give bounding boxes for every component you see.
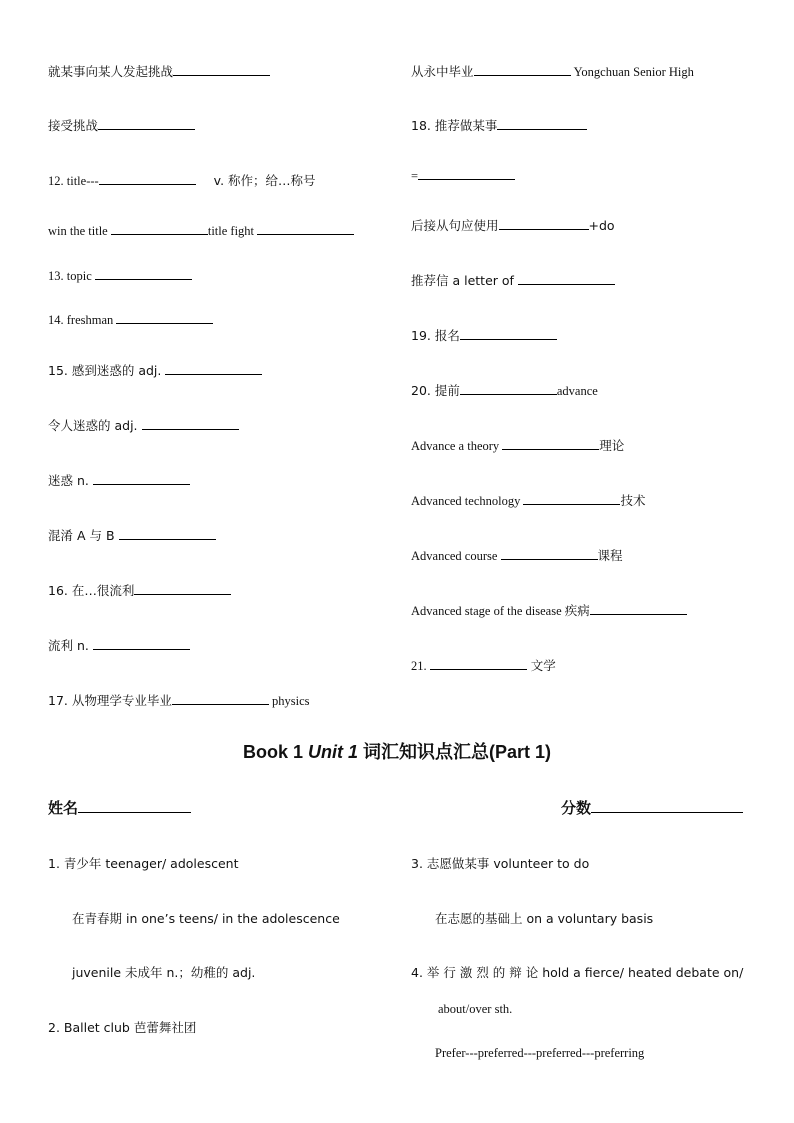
answer-blank[interactable]: [430, 656, 527, 670]
vocab-line: 令人迷惑的 adj.: [48, 416, 239, 434]
vocab-line: 13. topic: [48, 266, 192, 284]
vocab-entry: juvenile 未成年 n.；幼稚的 adj.: [72, 965, 256, 980]
vocab-line: =: [411, 166, 515, 184]
answer-blank[interactable]: [501, 546, 598, 560]
answer-blank[interactable]: [111, 221, 208, 235]
score-field: 分数: [561, 797, 743, 818]
vocab-line: 21. 文学: [411, 658, 556, 673]
vocab-entry: 2. Ballet club 芭蕾舞社团: [48, 1020, 197, 1035]
vocab-line: 12. title--- v. 称作；给…称号: [48, 173, 316, 188]
answer-blank[interactable]: [523, 491, 620, 505]
answer-blank[interactable]: [418, 166, 515, 180]
answer-blank[interactable]: [518, 271, 615, 285]
answer-blank[interactable]: [134, 581, 231, 595]
vocab-line: 从永中毕业 Yongchuan Senior High: [411, 64, 694, 79]
answer-blank[interactable]: [497, 116, 587, 130]
page-title: Book 1 Unit 1 词汇知识点汇总(Part 1): [242, 742, 552, 762]
answer-blank[interactable]: [172, 691, 269, 705]
vocab-entry: 3. 志愿做某事 volunteer to do: [411, 856, 590, 871]
vocab-line: 19. 报名: [411, 326, 557, 344]
vocab-line: 20. 提前 advance: [411, 383, 598, 398]
vocab-line: win the title title fight: [48, 221, 354, 239]
answer-blank[interactable]: [95, 266, 192, 280]
vocab-line: Advanced technology 技术: [411, 493, 646, 508]
vocab-line: Advanced course 课程: [411, 548, 623, 563]
vocab-line: 18. 推荐做某事: [411, 116, 587, 134]
vocab-entry: Prefer---preferred---preferred---preferring: [435, 1046, 645, 1060]
vocab-line: 混淆 A 与 B: [48, 526, 216, 544]
answer-blank[interactable]: [116, 310, 213, 324]
answer-blank[interactable]: [165, 361, 262, 375]
answer-blank[interactable]: [93, 471, 190, 485]
answer-blank[interactable]: [502, 436, 599, 450]
vocab-line: 接受挑战: [48, 116, 195, 134]
answer-blank[interactable]: [93, 636, 190, 650]
score-input[interactable]: [591, 798, 743, 813]
answer-blank[interactable]: [460, 381, 557, 395]
answer-blank[interactable]: [142, 416, 239, 430]
answer-blank[interactable]: [119, 526, 216, 540]
vocab-line: Advance a theory 理论: [411, 438, 625, 453]
name-field: 姓名: [48, 797, 191, 818]
answer-blank[interactable]: [499, 216, 589, 230]
vocab-entry: 在青春期 in one’s teens/ in the adolescence: [72, 911, 340, 926]
answer-blank[interactable]: [99, 171, 196, 185]
answer-blank[interactable]: [590, 601, 687, 615]
vocab-line: 推荐信 a letter of: [411, 271, 615, 289]
vocab-line: 15. 感到迷惑的 adj.: [48, 361, 262, 379]
vocab-line: 16. 在…很流利: [48, 581, 231, 599]
vocab-line: 流利 n.: [48, 636, 190, 654]
vocab-line: Advanced stage of the disease 疾病: [411, 601, 687, 619]
name-input[interactable]: [78, 798, 191, 813]
vocab-entry: 4. 举 行 激 烈 的 辩 论 hold a fierce/ heated debate on/: [411, 965, 744, 980]
vocab-line: 就某事向某人发起挑战: [48, 62, 270, 80]
vocab-line: 17. 从物理学专业毕业 physics: [48, 693, 310, 708]
vocab-line: 后接从句应使用 +do: [411, 218, 615, 233]
vocab-line: 14. freshman: [48, 310, 213, 328]
vocab-entry: 1. 青少年 teenager/ adolescent: [48, 856, 239, 871]
answer-blank[interactable]: [257, 221, 354, 235]
answer-blank[interactable]: [98, 116, 195, 130]
vocab-entry: 在志愿的基础上 on a voluntary basis: [435, 911, 654, 926]
answer-blank[interactable]: [460, 326, 557, 340]
answer-blank[interactable]: [474, 62, 571, 76]
vocab-entry: about/over sth.: [438, 1002, 513, 1016]
vocab-line: 迷惑 n.: [48, 471, 190, 489]
answer-blank[interactable]: [173, 62, 270, 76]
